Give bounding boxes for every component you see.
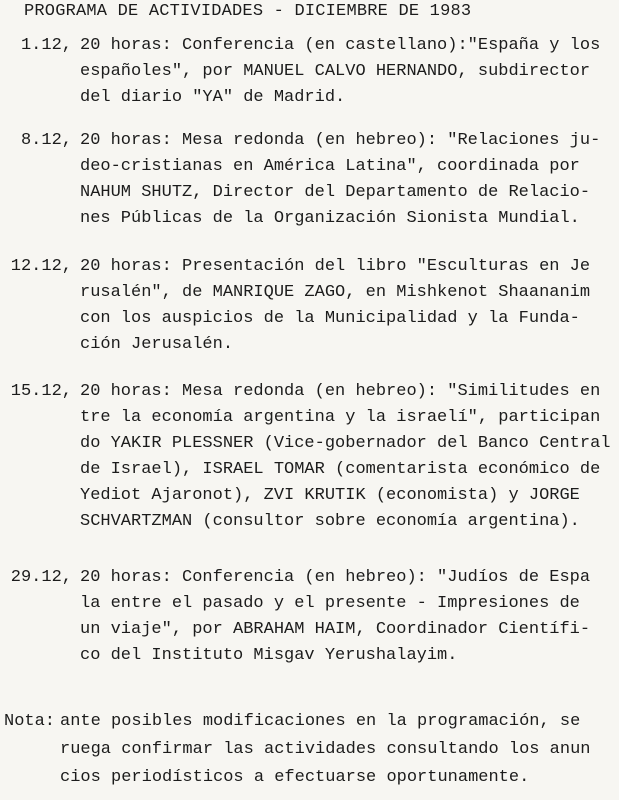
entry-date: 8.12, bbox=[20, 131, 72, 150]
entry-text-line: deo-cristianas en América Latina", coordinada por bbox=[80, 157, 580, 176]
entry-text-line: de Israel), ISRAEL TOMAR (comentarista económico de bbox=[80, 460, 601, 479]
entry-text-line: la entre el pasado y el presente - Impresiones de bbox=[80, 594, 580, 613]
entry-text-line: NAHUM SHUTZ, Director del Departamento de Relacio- bbox=[80, 183, 591, 202]
entry-text-line: nes Públicas de la Organización Sionista Mundial. bbox=[80, 209, 580, 228]
entry-text-line: con los auspicios de la Municipalidad y la Funda- bbox=[80, 309, 580, 328]
program-entry-5 bbox=[0, 565, 619, 669]
entry-text-line: 20 horas: Conferencia (en hebreo): "Judíos de Espa bbox=[80, 568, 591, 587]
entry-text-line: 20 horas: Mesa redonda (en hebreo): "Relaciones ju- bbox=[80, 131, 601, 150]
entry-text-line: SCHVARTZMAN (consultor sobre economía argentina). bbox=[80, 512, 580, 531]
note-text-line: cios periodísticos a efectuarse oportunamente. bbox=[60, 768, 530, 787]
entry-date: 15.12, bbox=[10, 382, 72, 401]
page-title: PROGRAMA DE ACTIVIDADES - DICIEMBRE DE 1983 bbox=[24, 2, 472, 21]
entry-text-line: tre la economía argentina y la israelí", participan bbox=[80, 408, 601, 427]
entry-text-line: 20 horas: Mesa redonda (en hebreo): "Similitudes en bbox=[80, 382, 601, 401]
entry-text-line: ción Jerusalén. bbox=[80, 335, 234, 354]
program-entry-3 bbox=[0, 254, 619, 358]
program-entry-1 bbox=[0, 33, 619, 111]
entry-text-line: del diario "YA" de Madrid. bbox=[80, 88, 346, 107]
entry-text-line: co del Instituto Misgav Yerushalayim. bbox=[80, 646, 458, 665]
entry-date: 29.12, bbox=[10, 568, 72, 587]
note-text-line: ante posibles modificaciones en la programación, se bbox=[60, 712, 581, 731]
note-label: Nota: bbox=[4, 712, 56, 731]
note-text-line: ruega confirmar las actividades consultando los anun bbox=[60, 740, 591, 759]
entry-text-line: 20 horas: Conferencia (en castellano):"España y los bbox=[80, 36, 601, 55]
entry-text-line: un viaje", por ABRAHAM HAIM, Coordinador Científi- bbox=[80, 620, 591, 639]
entry-text-line: rusalén", de MANRIQUE ZAGO, en Mishkenot Shaananim bbox=[80, 283, 591, 302]
entry-text-line: do YAKIR PLESSNER (Vice-gobernador del Banco Central bbox=[80, 434, 611, 453]
entry-text-line: españoles", por MANUEL CALVO HERNANDO, subdirector bbox=[80, 62, 591, 81]
entry-date: 12.12, bbox=[10, 257, 72, 276]
entry-text-line: 20 horas: Presentación del libro "Esculturas en Je bbox=[80, 257, 591, 276]
entry-text-line: Yediot Ajaronot), ZVI KRUTIK (economista) y JORGE bbox=[80, 486, 580, 505]
footnote bbox=[0, 708, 619, 792]
program-entry-2 bbox=[0, 128, 619, 232]
program-entry-4 bbox=[0, 379, 619, 535]
entry-date: 1.12, bbox=[20, 36, 72, 55]
